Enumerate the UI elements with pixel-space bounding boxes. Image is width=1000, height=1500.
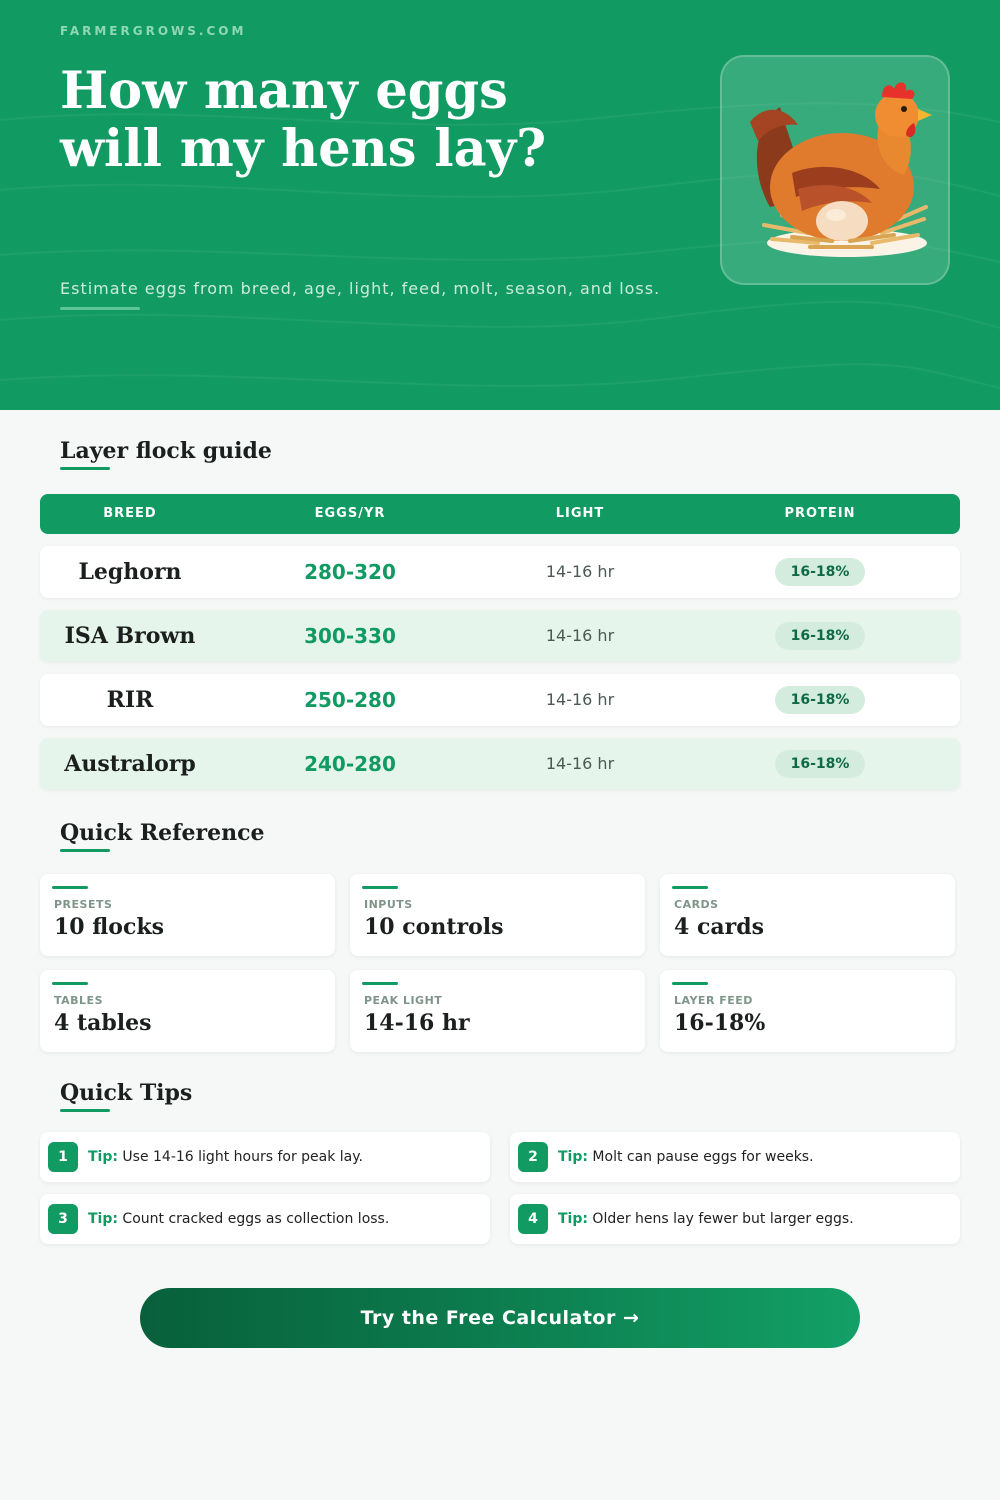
card-label: CARDS [674,898,719,911]
tip-card [40,1194,490,1244]
tip-number-badge: 3 [48,1204,78,1234]
section-title-quick-tips: Quick Tips [60,1080,193,1106]
table-row [40,738,960,790]
card-label: PEAK LIGHT [364,994,443,1007]
column-header-protein: PROTEIN [784,506,856,521]
subtitle-underline [60,307,140,310]
tip-lead: Tip: [88,1211,118,1227]
light-hours: 14-16 hr [545,754,615,773]
column-header-eggs: EGGS/YR [314,506,386,521]
table-row [40,546,960,598]
card-label: LAYER FEED [674,994,753,1007]
card-accent [672,886,708,889]
reference-card-inputs [350,874,645,956]
reference-card-presets [40,874,335,956]
table-header [40,494,960,534]
section-underline [60,467,110,470]
card-accent [52,982,88,985]
hero-banner [0,0,1000,410]
brand-name[interactable]: FARMERGROWS.COM [60,24,247,38]
light-hours: 14-16 hr [545,626,615,645]
column-header-breed: BREED [103,506,157,521]
tip-body: Use 14-16 light hours for peak lay. [122,1149,363,1165]
tip-text [88,1132,363,1182]
tip-body: Count cracked eggs as collection loss. [122,1211,390,1227]
card-value: 4 tables [54,1010,152,1036]
card-accent [362,982,398,985]
tip-lead: Tip: [558,1211,588,1227]
tip-lead: Tip: [558,1149,588,1165]
section-title-quick-reference: Quick Reference [60,820,265,846]
tip-body: Molt can pause eggs for weeks. [592,1149,814,1165]
column-header-light: LIGHT [555,506,605,521]
eggs-per-year: 250-280 [304,688,396,712]
card-accent [52,886,88,889]
protein-badge: 16-18% [775,686,865,714]
tip-body: Older hens lay fewer but larger eggs. [592,1211,854,1227]
tip-number-badge: 4 [518,1204,548,1234]
section-title-flock-guide: Layer flock guide [60,438,272,464]
tip-text [88,1194,389,1244]
card-value: 4 cards [674,914,764,940]
tip-number-badge: 1 [48,1142,78,1172]
page-title: How many eggs will my hens lay? [60,61,547,179]
card-label: PRESETS [54,898,113,911]
tip-card [40,1132,490,1182]
hen-on-nest-icon [722,57,952,287]
eggs-per-year: 280-320 [304,560,396,584]
reference-card-peak-light [350,970,645,1052]
breed-name: Australorp [64,751,196,777]
section-underline [60,849,110,852]
hero-illustration-card [720,55,950,285]
page-subtitle: Estimate eggs from breed, age, light, feed, molt, season, and loss. [60,279,661,298]
card-value: 10 flocks [54,914,164,940]
tip-number-badge: 2 [518,1142,548,1172]
light-hours: 14-16 hr [545,562,615,581]
table-row [40,674,960,726]
light-hours: 14-16 hr [545,690,615,709]
reference-card-cards [660,874,955,956]
free-calculator-button[interactable]: Try the Free Calculator → [140,1288,860,1348]
card-value: 16-18% [674,1010,766,1036]
reference-card-layer-feed [660,970,955,1052]
card-label: INPUTS [364,898,413,911]
card-accent [362,886,398,889]
breed-name: Leghorn [78,559,182,585]
reference-card-tables [40,970,335,1052]
tip-text [558,1194,854,1244]
tip-lead: Tip: [88,1149,118,1165]
eggs-per-year: 240-280 [304,752,396,776]
protein-badge: 16-18% [775,750,865,778]
breed-name: RIR [106,687,154,713]
breed-name: ISA Brown [64,623,196,649]
protein-badge: 16-18% [775,622,865,650]
tip-text [558,1132,814,1182]
card-value: 10 controls [364,914,504,940]
card-label: TABLES [54,994,103,1007]
card-accent [672,982,708,985]
card-value: 14-16 hr [364,1010,470,1036]
protein-badge: 16-18% [775,558,865,586]
eggs-per-year: 300-330 [304,624,396,648]
section-underline [60,1109,110,1112]
tip-card [510,1194,960,1244]
table-row [40,610,960,662]
tip-card [510,1132,960,1182]
